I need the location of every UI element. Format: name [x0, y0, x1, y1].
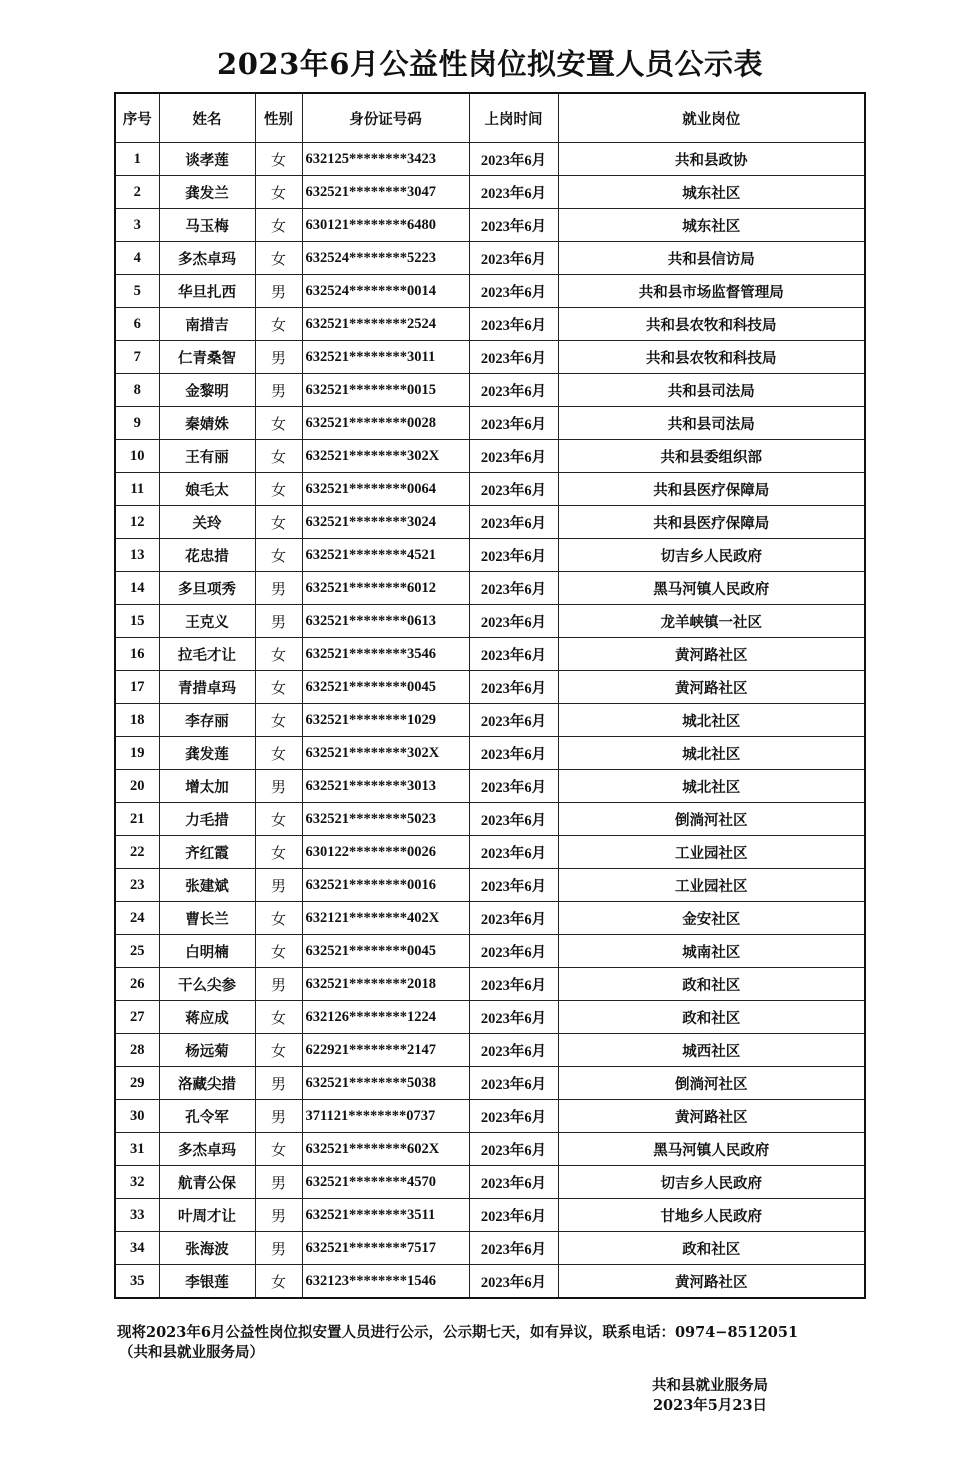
cell-index: 10: [115, 440, 159, 473]
cell-id-number: 632521********0028: [302, 407, 469, 440]
cell-job-post: 金安社区: [558, 902, 865, 935]
signature-date: 2023年5月23日: [652, 1397, 768, 1414]
cell-start-date: 2023年6月: [469, 176, 558, 209]
cell-gender: 女: [255, 737, 302, 770]
cell-index: 26: [115, 968, 159, 1001]
cell-id-number: 632524********0014: [302, 275, 469, 308]
cell-gender: 女: [255, 1001, 302, 1034]
cell-start-date: 2023年6月: [469, 605, 558, 638]
cell-index: 32: [115, 1166, 159, 1199]
cell-id-number: 632123********1546: [302, 1265, 469, 1299]
cell-name: 华旦扎西: [159, 275, 255, 308]
table-row: [115, 176, 865, 209]
cell-name: 龚发兰: [159, 176, 255, 209]
personnel-table: [114, 92, 866, 1299]
cell-gender: 女: [255, 176, 302, 209]
cell-index: 12: [115, 506, 159, 539]
cell-index: 28: [115, 1034, 159, 1067]
cell-start-date: 2023年6月: [469, 671, 558, 704]
table-row: [115, 572, 865, 605]
cell-gender: 男: [255, 1067, 302, 1100]
cell-index: 18: [115, 704, 159, 737]
cell-start-date: 2023年6月: [469, 770, 558, 803]
cell-name: 干么尖参: [159, 968, 255, 1001]
cell-index: 8: [115, 374, 159, 407]
cell-gender: 女: [255, 539, 302, 572]
cell-name: 曹长兰: [159, 902, 255, 935]
cell-job-post: 共和县司法局: [558, 374, 865, 407]
cell-index: 31: [115, 1133, 159, 1166]
table-row: [115, 605, 865, 638]
cell-gender: 男: [255, 1166, 302, 1199]
table-row: [115, 869, 865, 902]
cell-index: 1: [115, 143, 159, 176]
table-row: [115, 407, 865, 440]
cell-gender: 女: [255, 704, 302, 737]
cell-index: 11: [115, 473, 159, 506]
cell-id-number: 632521********2018: [302, 968, 469, 1001]
table-row: [115, 737, 865, 770]
cell-index: 35: [115, 1265, 159, 1299]
cell-start-date: 2023年6月: [469, 1265, 558, 1299]
cell-id-number: 632521********3047: [302, 176, 469, 209]
cell-start-date: 2023年6月: [469, 572, 558, 605]
cell-job-post: 倒淌河社区: [558, 1067, 865, 1100]
cell-gender: 男: [255, 572, 302, 605]
table-row: [115, 374, 865, 407]
cell-name: 洛藏尖措: [159, 1067, 255, 1100]
cell-name: 叶周才让: [159, 1199, 255, 1232]
cell-gender: 男: [255, 770, 302, 803]
cell-name: 航青公保: [159, 1166, 255, 1199]
cell-start-date: 2023年6月: [469, 209, 558, 242]
table-row: [115, 242, 865, 275]
cell-job-post: 城南社区: [558, 935, 865, 968]
cell-index: 16: [115, 638, 159, 671]
cell-gender: 男: [255, 341, 302, 374]
cell-index: 2: [115, 176, 159, 209]
cell-id-number: 632521********6012: [302, 572, 469, 605]
table-row: [115, 275, 865, 308]
cell-gender: 女: [255, 638, 302, 671]
header-job-post: 就业岗位: [558, 93, 865, 143]
cell-id-number: 630122********0026: [302, 836, 469, 869]
cell-index: 21: [115, 803, 159, 836]
cell-gender: 女: [255, 308, 302, 341]
notice-line-2: （共和县就业服务局）: [119, 1344, 264, 1361]
table-row: [115, 209, 865, 242]
cell-job-post: 共和县市场监督管理局: [558, 275, 865, 308]
table-row: [115, 1133, 865, 1166]
cell-index: 15: [115, 605, 159, 638]
cell-index: 23: [115, 869, 159, 902]
cell-index: 27: [115, 1001, 159, 1034]
cell-id-number: 632521********0064: [302, 473, 469, 506]
cell-job-post: 共和县农牧和科技局: [558, 341, 865, 374]
cell-gender: 女: [255, 407, 302, 440]
table-row: [115, 539, 865, 572]
cell-index: 33: [115, 1199, 159, 1232]
cell-name: 李存丽: [159, 704, 255, 737]
cell-name: 娘毛太: [159, 473, 255, 506]
cell-id-number: 632121********402X: [302, 902, 469, 935]
cell-start-date: 2023年6月: [469, 440, 558, 473]
cell-index: 25: [115, 935, 159, 968]
cell-gender: 女: [255, 1034, 302, 1067]
cell-start-date: 2023年6月: [469, 1001, 558, 1034]
cell-start-date: 2023年6月: [469, 275, 558, 308]
signature-block: [600, 1376, 820, 1416]
cell-start-date: 2023年6月: [469, 1199, 558, 1232]
cell-name: 拉毛才让: [159, 638, 255, 671]
cell-start-date: 2023年6月: [469, 869, 558, 902]
cell-job-post: 切吉乡人民政府: [558, 539, 865, 572]
cell-job-post: 共和县医疗保障局: [558, 506, 865, 539]
cell-index: 3: [115, 209, 159, 242]
cell-gender: 女: [255, 902, 302, 935]
table-row: [115, 770, 865, 803]
cell-job-post: 黄河路社区: [558, 1100, 865, 1133]
table-header-row: [115, 93, 865, 143]
table-row: [115, 1232, 865, 1265]
table-row: [115, 1100, 865, 1133]
cell-start-date: 2023年6月: [469, 407, 558, 440]
cell-gender: 女: [255, 242, 302, 275]
cell-job-post: 城北社区: [558, 737, 865, 770]
cell-id-number: 632521********3024: [302, 506, 469, 539]
cell-index: 4: [115, 242, 159, 275]
cell-gender: 女: [255, 209, 302, 242]
cell-name: 花忠措: [159, 539, 255, 572]
cell-start-date: 2023年6月: [469, 1034, 558, 1067]
table-body: [115, 143, 865, 1299]
cell-job-post: 倒淌河社区: [558, 803, 865, 836]
header-name: 姓名: [159, 93, 255, 143]
table-row: [115, 836, 865, 869]
cell-name: 力毛措: [159, 803, 255, 836]
cell-index: 14: [115, 572, 159, 605]
cell-job-post: 城西社区: [558, 1034, 865, 1067]
table-row: [115, 1166, 865, 1199]
header-start-date: 上岗时间: [469, 93, 558, 143]
cell-index: 9: [115, 407, 159, 440]
cell-start-date: 2023年6月: [469, 902, 558, 935]
cell-index: 7: [115, 341, 159, 374]
cell-start-date: 2023年6月: [469, 308, 558, 341]
cell-start-date: 2023年6月: [469, 1232, 558, 1265]
cell-gender: 女: [255, 803, 302, 836]
cell-start-date: 2023年6月: [469, 704, 558, 737]
cell-start-date: 2023年6月: [469, 506, 558, 539]
table-row: [115, 308, 865, 341]
cell-name: 秦婧姝: [159, 407, 255, 440]
cell-job-post: 黄河路社区: [558, 671, 865, 704]
page-title: 2023年6月公益性岗位拟安置人员公示表: [217, 47, 763, 81]
cell-name: 谈孝莲: [159, 143, 255, 176]
cell-gender: 女: [255, 473, 302, 506]
cell-id-number: 630121********6480: [302, 209, 469, 242]
cell-id-number: 632521********2524: [302, 308, 469, 341]
signature-org: 共和县就业服务局: [652, 1377, 768, 1394]
table-row: [115, 1265, 865, 1299]
header-gender: 性别: [255, 93, 302, 143]
cell-job-post: 黄河路社区: [558, 638, 865, 671]
cell-gender: 女: [255, 935, 302, 968]
cell-id-number: 632521********0045: [302, 671, 469, 704]
cell-id-number: 632521********0613: [302, 605, 469, 638]
table-row: [115, 638, 865, 671]
cell-id-number: 632521********4570: [302, 1166, 469, 1199]
table-row: [115, 341, 865, 374]
cell-index: 19: [115, 737, 159, 770]
cell-gender: 男: [255, 605, 302, 638]
cell-gender: 女: [255, 440, 302, 473]
cell-start-date: 2023年6月: [469, 473, 558, 506]
cell-id-number: 632524********5223: [302, 242, 469, 275]
cell-id-number: 632521********0016: [302, 869, 469, 902]
cell-name: 李银莲: [159, 1265, 255, 1299]
cell-id-number: 632521********302X: [302, 440, 469, 473]
cell-gender: 女: [255, 1265, 302, 1299]
cell-index: 34: [115, 1232, 159, 1265]
cell-start-date: 2023年6月: [469, 242, 558, 275]
cell-id-number: 632521********7517: [302, 1232, 469, 1265]
cell-name: 蒋应成: [159, 1001, 255, 1034]
cell-index: 22: [115, 836, 159, 869]
notice-line-1: 现将2023年6月公益性岗位拟安置人员进行公示，公示期七天，如有异议，联系电话：0974−8512051: [117, 1324, 799, 1341]
table-row: [115, 440, 865, 473]
cell-job-post: 工业园社区: [558, 836, 865, 869]
cell-start-date: 2023年6月: [469, 803, 558, 836]
cell-start-date: 2023年6月: [469, 638, 558, 671]
cell-job-post: 城东社区: [558, 209, 865, 242]
cell-name: 多杰卓玛: [159, 1133, 255, 1166]
cell-job-post: 龙羊峡镇一社区: [558, 605, 865, 638]
cell-gender: 女: [255, 671, 302, 704]
table-row: [115, 1034, 865, 1067]
cell-gender: 男: [255, 1100, 302, 1133]
header-id-number: 身份证号码: [302, 93, 469, 143]
cell-job-post: 黑马河镇人民政府: [558, 1133, 865, 1166]
cell-name: 白明楠: [159, 935, 255, 968]
cell-name: 齐红霞: [159, 836, 255, 869]
table-row: [115, 803, 865, 836]
header-index: 序号: [115, 93, 159, 143]
cell-gender: 男: [255, 869, 302, 902]
cell-id-number: 622921********2147: [302, 1034, 469, 1067]
table-row: [115, 935, 865, 968]
cell-job-post: 政和社区: [558, 968, 865, 1001]
cell-job-post: 共和县委组织部: [558, 440, 865, 473]
cell-name: 龚发莲: [159, 737, 255, 770]
cell-gender: 女: [255, 506, 302, 539]
cell-job-post: 政和社区: [558, 1232, 865, 1265]
cell-id-number: 371121********0737: [302, 1100, 469, 1133]
cell-id-number: 632521********602X: [302, 1133, 469, 1166]
table-row: [115, 1067, 865, 1100]
cell-name: 增太加: [159, 770, 255, 803]
cell-name: 张海波: [159, 1232, 255, 1265]
cell-index: 17: [115, 671, 159, 704]
cell-start-date: 2023年6月: [469, 968, 558, 1001]
cell-id-number: 632521********5023: [302, 803, 469, 836]
cell-start-date: 2023年6月: [469, 374, 558, 407]
cell-name: 青措卓玛: [159, 671, 255, 704]
table-row: [115, 1001, 865, 1034]
cell-job-post: 切吉乡人民政府: [558, 1166, 865, 1199]
cell-start-date: 2023年6月: [469, 935, 558, 968]
cell-job-post: 共和县信访局: [558, 242, 865, 275]
cell-name: 关玲: [159, 506, 255, 539]
cell-job-post: 城东社区: [558, 176, 865, 209]
cell-gender: 女: [255, 1133, 302, 1166]
cell-name: 杨远菊: [159, 1034, 255, 1067]
cell-id-number: 632521********3546: [302, 638, 469, 671]
cell-job-post: 甘地乡人民政府: [558, 1199, 865, 1232]
cell-index: 13: [115, 539, 159, 572]
cell-index: 6: [115, 308, 159, 341]
table-row: [115, 506, 865, 539]
cell-start-date: 2023年6月: [469, 737, 558, 770]
cell-name: 王有丽: [159, 440, 255, 473]
cell-index: 24: [115, 902, 159, 935]
cell-start-date: 2023年6月: [469, 143, 558, 176]
cell-index: 5: [115, 275, 159, 308]
cell-gender: 男: [255, 1232, 302, 1265]
cell-id-number: 632125********3423: [302, 143, 469, 176]
cell-id-number: 632521********0045: [302, 935, 469, 968]
cell-job-post: 黑马河镇人民政府: [558, 572, 865, 605]
cell-name: 多杰卓玛: [159, 242, 255, 275]
cell-start-date: 2023年6月: [469, 341, 558, 374]
table-row: [115, 473, 865, 506]
cell-id-number: 632521********1029: [302, 704, 469, 737]
cell-job-post: 城北社区: [558, 704, 865, 737]
cell-start-date: 2023年6月: [469, 1100, 558, 1133]
table-row: [115, 902, 865, 935]
cell-id-number: 632521********302X: [302, 737, 469, 770]
cell-name: 马玉梅: [159, 209, 255, 242]
cell-job-post: 政和社区: [558, 1001, 865, 1034]
cell-start-date: 2023年6月: [469, 539, 558, 572]
cell-id-number: 632521********5038: [302, 1067, 469, 1100]
table-row: [115, 704, 865, 737]
table-row: [115, 968, 865, 1001]
cell-name: 金黎明: [159, 374, 255, 407]
table-row: [115, 1199, 865, 1232]
cell-index: 30: [115, 1100, 159, 1133]
cell-job-post: 共和县司法局: [558, 407, 865, 440]
cell-id-number: 632521********4521: [302, 539, 469, 572]
cell-name: 多旦项秀: [159, 572, 255, 605]
cell-name: 仁青桑智: [159, 341, 255, 374]
cell-job-post: 共和县政协: [558, 143, 865, 176]
cell-name: 孔令军: [159, 1100, 255, 1133]
cell-start-date: 2023年6月: [469, 1133, 558, 1166]
cell-job-post: 工业园社区: [558, 869, 865, 902]
cell-name: 张建斌: [159, 869, 255, 902]
cell-job-post: 黄河路社区: [558, 1265, 865, 1299]
cell-id-number: 632521********0015: [302, 374, 469, 407]
cell-job-post: 共和县农牧和科技局: [558, 308, 865, 341]
cell-gender: 男: [255, 374, 302, 407]
cell-gender: 女: [255, 836, 302, 869]
cell-start-date: 2023年6月: [469, 1067, 558, 1100]
cell-id-number: 632521********3511: [302, 1199, 469, 1232]
cell-index: 29: [115, 1067, 159, 1100]
cell-gender: 男: [255, 1199, 302, 1232]
cell-gender: 男: [255, 275, 302, 308]
cell-name: 王克义: [159, 605, 255, 638]
table-row: [115, 143, 865, 176]
cell-name: 南措吉: [159, 308, 255, 341]
cell-job-post: 共和县医疗保障局: [558, 473, 865, 506]
cell-job-post: 城北社区: [558, 770, 865, 803]
cell-id-number: 632521********3013: [302, 770, 469, 803]
cell-start-date: 2023年6月: [469, 1166, 558, 1199]
cell-id-number: 632126********1224: [302, 1001, 469, 1034]
cell-start-date: 2023年6月: [469, 836, 558, 869]
table-row: [115, 671, 865, 704]
notice-text: [117, 1323, 877, 1363]
cell-gender: 男: [255, 968, 302, 1001]
cell-index: 20: [115, 770, 159, 803]
cell-gender: 女: [255, 143, 302, 176]
cell-id-number: 632521********3011: [302, 341, 469, 374]
